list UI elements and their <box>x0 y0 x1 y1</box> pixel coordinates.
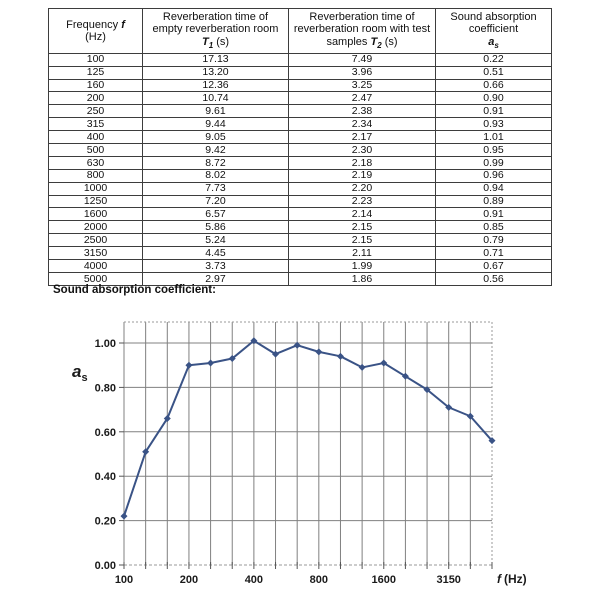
table-cell: 3.25 <box>289 79 436 92</box>
t2-subscript: 2 <box>377 40 382 50</box>
x-tick-label: 1600 <box>371 574 397 586</box>
table-cell: 0.93 <box>436 118 552 131</box>
table-cell: 1000 <box>49 182 143 195</box>
table-row <box>49 208 552 221</box>
table-cell: 1.01 <box>436 131 552 144</box>
table-cell: 6.57 <box>143 208 289 221</box>
table-cell: 800 <box>49 169 143 182</box>
table-cell: 9.61 <box>143 105 289 118</box>
table-row <box>49 66 552 79</box>
table-row <box>49 156 552 169</box>
table-cell: 1.86 <box>289 272 436 285</box>
table-cell: 2000 <box>49 221 143 234</box>
table-cell: 0.51 <box>436 66 552 79</box>
table-cell: 13.20 <box>143 66 289 79</box>
y-tick-label: 0.20 <box>94 515 116 528</box>
data-point-marker <box>207 359 214 366</box>
table-cell: 2.97 <box>143 272 289 285</box>
table-cell: 7.20 <box>143 195 289 208</box>
table-cell: 2500 <box>49 234 143 247</box>
header-text: Frequency <box>66 18 119 31</box>
table-row <box>49 118 552 131</box>
table-cell: 160 <box>49 79 143 92</box>
table-cell: 10.74 <box>143 92 289 105</box>
chart-plot <box>95 322 496 586</box>
table-cell: 2.14 <box>289 208 436 221</box>
table-cell: 100 <box>49 53 143 66</box>
table-cell: 0.22 <box>436 53 552 66</box>
x-tick-label: 800 <box>309 574 329 586</box>
table-cell: 0.79 <box>436 234 552 247</box>
table-cell: 0.67 <box>436 260 552 273</box>
header-text: empty reverberation room <box>152 23 279 36</box>
table-header-row <box>49 9 552 54</box>
col-header-t1 <box>143 9 289 54</box>
chart-section-title: Sound absorption coefficient: <box>53 284 216 296</box>
table-body <box>49 53 552 285</box>
table-cell: 0.85 <box>436 221 552 234</box>
table-cell: 1600 <box>49 208 143 221</box>
table-cell: 0.89 <box>436 195 552 208</box>
table-row <box>49 169 552 182</box>
header-unit: (Hz) <box>85 30 106 43</box>
table-cell: 3.73 <box>143 260 289 273</box>
table-row <box>49 144 552 157</box>
data-point-marker <box>315 348 322 355</box>
y-axis-title: $a_s$ <box>72 362 88 384</box>
table-cell: 17.13 <box>143 53 289 66</box>
alpha-symbol: a <box>488 35 495 48</box>
table-cell: 2.15 <box>289 221 436 234</box>
y-tick-label: 0.00 <box>94 560 116 572</box>
table-cell: 5000 <box>49 272 143 285</box>
table-cell: 5.86 <box>143 221 289 234</box>
table-row <box>49 53 552 66</box>
table-row <box>49 195 552 208</box>
absorption-data-table <box>48 8 552 286</box>
table-cell: 2.17 <box>289 131 436 144</box>
header-text: samples <box>326 35 368 48</box>
table-cell: 2.15 <box>289 234 436 247</box>
absorption-chart <box>0 315 600 600</box>
table-cell: 0.56 <box>436 272 552 285</box>
table-row <box>49 234 552 247</box>
table-cell: 8.02 <box>143 169 289 182</box>
table-cell: 3150 <box>49 247 143 260</box>
col-header-alpha <box>436 9 552 54</box>
table-cell: 4.45 <box>143 247 289 260</box>
data-point-marker <box>121 513 128 520</box>
table-cell: 630 <box>49 156 143 169</box>
table-cell: 2.18 <box>289 156 436 169</box>
table-cell: 0.66 <box>436 79 552 92</box>
table-cell: 1.99 <box>289 260 436 273</box>
table-cell: 0.96 <box>436 169 552 182</box>
series-line <box>124 341 492 516</box>
frequency-symbol: f <box>121 18 125 31</box>
table-cell: 250 <box>49 105 143 118</box>
table-cell: 9.05 <box>143 131 289 144</box>
header-unit: (s) <box>216 35 230 48</box>
col-header-t2 <box>289 9 436 54</box>
table-row <box>49 79 552 92</box>
header-text: reverberation room with test <box>293 23 431 36</box>
table-cell: 2.34 <box>289 118 436 131</box>
header-text: Reverberation time of <box>309 11 415 23</box>
table-cell: 3.96 <box>289 66 436 79</box>
alpha-subscript: s <box>494 40 499 50</box>
table-row <box>49 182 552 195</box>
table-cell: 1250 <box>49 195 143 208</box>
header-text: Sound absorption <box>450 11 537 23</box>
x-tick-label: 100 <box>114 574 134 586</box>
table-row <box>49 260 552 273</box>
t1-subscript: 1 <box>208 40 214 50</box>
table-cell: 400 <box>49 131 143 144</box>
table-cell: 0.91 <box>436 105 552 118</box>
header-unit: (s) <box>384 35 398 48</box>
table-cell: 2.30 <box>289 144 436 157</box>
y-tick-label: 0.40 <box>94 471 116 484</box>
table-row <box>49 131 552 144</box>
table-row <box>49 221 552 234</box>
table-cell: 0.91 <box>436 208 552 221</box>
table-row <box>49 105 552 118</box>
table-cell: 0.94 <box>436 182 552 195</box>
t2-symbol: T <box>370 35 378 48</box>
table-cell: 2.38 <box>289 105 436 118</box>
table-cell: 0.95 <box>436 144 552 157</box>
y-tick-label: 0.60 <box>94 426 116 439</box>
y-tick-label: 0.80 <box>94 382 116 395</box>
table-row <box>49 247 552 260</box>
table-cell: 200 <box>49 92 143 105</box>
x-tick-label: 3150 <box>436 574 461 586</box>
table-cell: 2.20 <box>289 182 436 195</box>
header-text: coefficient <box>468 23 519 36</box>
x-tick-label: 200 <box>179 574 199 586</box>
table-row <box>49 92 552 105</box>
table-cell: 4000 <box>49 260 143 273</box>
table-cell: 2.11 <box>289 247 436 260</box>
table-cell: 500 <box>49 144 143 157</box>
table-cell: 0.99 <box>436 156 552 169</box>
table-cell: 8.72 <box>143 156 289 169</box>
table-cell: 5.24 <box>143 234 289 247</box>
table-cell: 7.73 <box>143 182 289 195</box>
y-tick-label: 1.00 <box>94 338 116 350</box>
chart-area <box>0 315 600 600</box>
x-tick-label: 400 <box>244 574 264 586</box>
table-cell: 0.90 <box>436 92 552 105</box>
header-text: Reverberation time of <box>162 11 269 23</box>
col-header-frequency <box>49 9 143 54</box>
data-point-marker <box>337 353 344 360</box>
table-cell: 2.19 <box>289 169 436 182</box>
table-cell: 7.49 <box>289 53 436 66</box>
t1-symbol: T <box>201 35 209 48</box>
x-axis-title: f (Hz) <box>497 572 527 586</box>
table-cell: 2.23 <box>289 195 436 208</box>
table-cell: 9.42 <box>143 144 289 157</box>
data-point-marker <box>185 362 192 369</box>
table-cell: 9.44 <box>143 118 289 131</box>
table-cell: 125 <box>49 66 143 79</box>
data-point-marker <box>359 364 366 371</box>
table-cell: 315 <box>49 118 143 131</box>
table-cell: 2.47 <box>289 92 436 105</box>
table-cell: 0.71 <box>436 247 552 260</box>
table-cell: 12.36 <box>143 79 289 92</box>
